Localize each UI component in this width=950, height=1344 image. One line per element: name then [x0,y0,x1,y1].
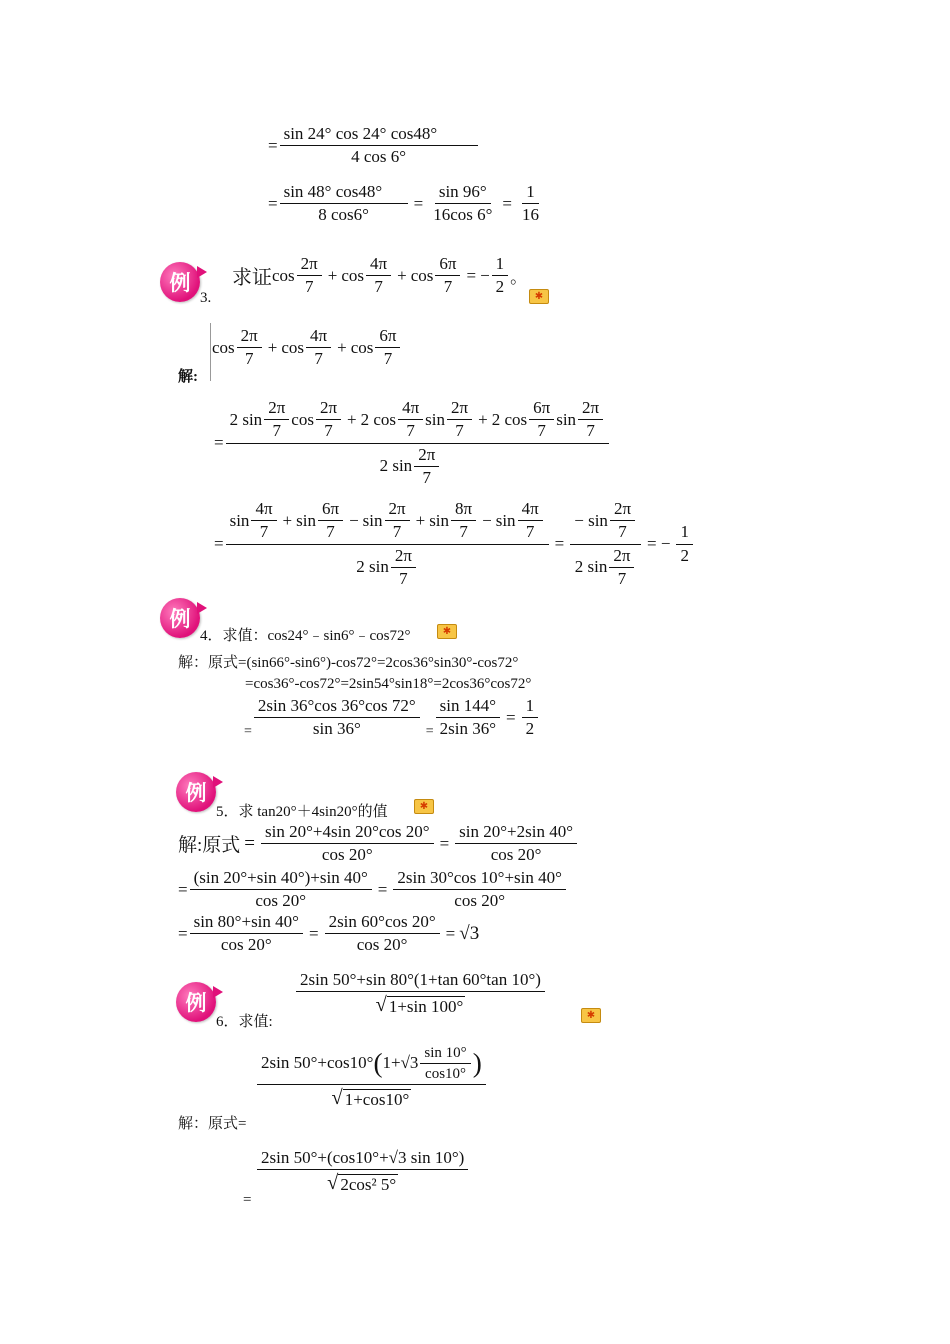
ex6-step-2 [255,1148,470,1196]
term: 2 sin [356,557,389,577]
denominator: cos 20° [356,935,408,955]
cos: cos [341,265,365,285]
plus: + [327,265,338,285]
denominator [323,1170,402,1195]
numerator: sin 10° [420,1044,470,1064]
fraction [257,1044,486,1110]
cos: cos [272,265,295,285]
fraction [251,499,276,543]
equals: = [268,135,278,155]
equals: = [244,832,255,854]
solution-label: 解:原式 [178,835,241,857]
equals: = [244,723,252,739]
denominator: 7 [443,277,453,297]
term: 2 sin [229,409,263,429]
equals: = [502,193,512,213]
ex4-solution-line-2: =cos36°-cos72°=2sin54°sin18°=2cos36°cos72° [245,676,532,692]
equals: = [308,923,319,943]
ex4-prompt: 4．求值：cos24°﹣sin6°﹣cos72° [200,628,411,644]
solution-label: 解: [178,369,198,385]
denominator: 7 [392,522,402,542]
fraction [610,499,635,543]
plus: + [282,510,293,530]
ex5-row-2 [178,868,568,912]
cos: cos [410,265,434,285]
fraction [391,546,416,590]
sin: sin [429,510,450,530]
fraction [609,546,634,590]
fraction [518,499,543,543]
plus: + [415,510,426,530]
numerator: 6π [318,499,343,521]
numerator: sin 20°+4sin 20°cos 20° [261,822,434,844]
cos: cos [281,337,305,357]
solution-label: 解：原式= [178,1116,247,1132]
sqrt [376,993,466,1017]
fraction [306,326,331,370]
numerator: 2π [447,398,472,420]
sin: sin [495,510,516,530]
denominator: 2 [525,719,535,739]
denominator: cos 20° [220,935,272,955]
numerator: 2π [391,546,416,568]
numerator: 6π [435,254,460,276]
fraction [398,398,423,442]
denominator: 7 [399,569,408,589]
fraction [190,912,303,956]
denominator: 7 [525,522,535,542]
cos: cos [291,409,314,429]
radicand: 1+sin 100° [388,997,464,1017]
ex3-statement [232,254,527,298]
fraction [296,970,545,1018]
ex5-row-3 [178,912,479,956]
fraction [264,398,289,442]
example-badge-icon [176,772,216,812]
sin: sin [425,409,445,429]
numerator: 2π [237,326,262,348]
ex5-prompt: 5．求 tan20°＋4sin20°的值 [216,804,388,820]
fraction [375,326,400,370]
minus: − [574,510,584,530]
denominator: 7 [326,522,335,542]
numerator: sin 96° [435,182,491,204]
equals: = [214,534,224,554]
plus: + [267,337,278,357]
denominator: 2 [495,277,505,297]
numerator: 4π [306,326,331,348]
denominator: 7 [586,421,595,441]
denominator: 7 [324,421,333,441]
folder-glyph: ✱ [419,801,429,812]
denominator: 7 [259,522,269,542]
divider [210,323,211,381]
badge-char: 例 [185,781,207,805]
paren-open: ( [373,1047,383,1078]
numerator: 1 [522,696,539,718]
example-badge-icon [160,262,200,302]
fraction [366,254,391,298]
denominator: 7 [383,349,393,369]
equals: = [425,723,434,739]
term: 2sin 50°+cos10° [261,1053,374,1073]
equals-minus: = − [647,534,671,554]
denominator: cos 20° [255,891,307,911]
sin: sin [296,510,316,530]
sin: sin [362,510,383,530]
minus: − [482,510,492,530]
fraction [318,499,343,543]
top-line-2 [268,182,545,226]
sin: sin [556,409,577,429]
example-badge-icon [160,598,200,638]
numerator: 2sin 36°cos 36°cos 72° [254,696,420,718]
ex3-step-1 [214,398,611,489]
numerator: 4π [251,499,276,521]
equals: = [506,707,516,727]
fraction [436,696,500,740]
equals: = [554,534,565,554]
denominator: cos 20° [454,891,505,911]
equals: = [178,879,188,899]
ex4-final [244,696,540,740]
radical-sign: √ [327,1172,339,1195]
fraction [226,499,549,590]
numerator: 2π [610,499,635,521]
folder-icon[interactable] [581,1008,601,1023]
badge-char: 例 [169,271,191,295]
fraction [578,398,603,442]
folder-icon[interactable] [414,799,434,814]
denominator [376,444,446,489]
term: 2 cos [491,409,528,429]
numerator: 2sin 50°+(cos10°+√3 sin 10°) [257,1148,468,1170]
fraction [451,499,476,543]
cos: cos [212,337,235,357]
fraction [325,912,440,956]
fraction [257,1148,468,1196]
fraction [518,182,543,226]
equals: = [413,193,424,213]
period: 。 [510,268,528,288]
denominator: 7 [406,421,415,441]
numerator: 2sin 30°cos 10°+sin 40° [393,868,566,890]
fraction [522,696,539,740]
numerator: 4π [366,254,391,276]
fraction [414,445,439,489]
equals: = [214,433,224,453]
radical-sign: √ [331,1087,343,1109]
numerator: 2π [297,254,322,276]
denominator: 7 [422,468,431,488]
term: 2 cos [360,409,397,429]
numerator: 1 [676,522,693,544]
numerator: sin 80°+sin 40° [190,912,303,934]
numerator [226,398,610,444]
fraction [385,499,410,543]
badge-char: 例 [185,991,207,1015]
numerator: 2π [609,546,634,568]
paren-close: ) [472,1047,482,1078]
minus: − [349,510,359,530]
fraction [447,398,472,442]
numerator: 8π [451,499,476,521]
ex3-lhs [212,326,402,370]
numerator: sin 48° cos48° [280,182,408,204]
denominator: 7 [314,349,323,369]
fraction [297,254,322,298]
denominator: sin 36° [312,719,361,739]
denominator: 7 [617,569,627,589]
radicand: 2cos² 5° [340,1175,397,1195]
equals: = [466,265,477,285]
equals: = [243,1192,252,1208]
fraction [420,1044,470,1083]
denominator [372,992,470,1017]
fraction [676,522,693,566]
numerator: 2π [414,445,439,467]
plus: + [397,265,407,285]
term: 1+√3 [382,1053,419,1073]
sin: sin [229,510,250,530]
equals: = [268,193,278,213]
numerator: 4π [398,398,423,420]
denominator: 7 [537,421,546,441]
example-badge-icon [176,982,216,1022]
folder-icon[interactable] [437,624,457,639]
denominator: 2sin 36° [439,719,497,739]
numerator: 2π [385,499,410,521]
folder-glyph: ✱ [586,1010,596,1021]
fraction [435,254,460,298]
fraction [254,696,420,740]
denominator [352,545,422,590]
fraction [226,398,610,489]
fraction [237,326,262,370]
ex6-prompt: 6．求值: [216,1014,273,1030]
fraction [492,254,509,298]
numerator [570,499,641,545]
fraction [261,822,434,866]
numerator: sin 24° cos 24° cos48° [280,124,478,146]
radical-sign: √ [375,994,387,1017]
fraction [393,868,566,912]
denominator: 4 cos 6° [351,147,407,167]
equals: = [439,833,450,853]
badge-char: 例 [169,607,191,631]
ex4-solution-line-1: 解：原式=(sin66°-sin6°)-cos72°=2cos36°sin30°-cos72° [178,655,519,671]
numerator: 2sin 50°+sin 80°(1+tan 60°tan 10°) [296,970,545,992]
numerator: 4π [518,499,543,521]
radicand: 1+cos10° [344,1090,410,1110]
ex6-question [294,970,547,1018]
fraction [570,499,641,590]
ex6-step-1 [255,1044,488,1110]
fraction [280,182,408,226]
numerator: sin 144° [436,696,500,718]
cos: cos [350,337,374,357]
numerator [226,499,549,545]
denominator: 16 [522,205,539,225]
numerator: sin 20°+2sin 40° [455,822,577,844]
numerator: 2sin 60°cos 20° [325,912,440,934]
fraction [316,398,341,442]
denominator: 7 [304,277,314,297]
denominator: 2 [680,545,689,565]
denominator: 7 [374,277,383,297]
denominator [571,545,641,590]
term: 2 sin [379,456,413,476]
plus: + [337,337,347,357]
plus: + [347,409,357,429]
numerator: 2π [316,398,341,420]
denominator: 7 [244,349,254,369]
numerator: 2π [578,398,603,420]
example-number: 3. [200,290,212,306]
fraction [280,124,478,168]
folder-glyph: ✱ [534,291,544,302]
denominator: 16cos 6° [433,205,493,225]
denominator: 7 [272,421,281,441]
folder-icon[interactable] [529,289,549,304]
numerator: 2π [264,398,289,420]
result: √3 [459,922,480,944]
ex5-row-1 [178,822,579,866]
ex3-step-2 [214,499,695,590]
numerator: 6π [529,398,554,420]
sqrt [332,1086,412,1110]
denominator: 7 [618,522,627,542]
denominator: cos 20° [490,845,542,865]
top-line-1 [268,124,480,168]
numerator: 1 [492,254,509,276]
fraction [455,822,577,866]
denominator: 8 cos6° [318,205,369,225]
equals: = [377,879,388,899]
fraction [429,182,496,226]
term: 2 sin [574,557,608,577]
equals: = [445,923,456,943]
equals: = [178,923,188,943]
folder-glyph: ✱ [442,626,452,637]
numerator: 1 [522,182,539,204]
denominator: cos 20° [321,845,373,865]
denominator: 7 [455,421,464,441]
plus: + [478,409,488,429]
fraction [529,398,554,442]
numerator [257,1044,486,1085]
numerator: 6π [375,326,400,348]
minus: − [480,265,490,285]
sin: sin [588,510,608,530]
denominator: cos10° [425,1066,467,1082]
denominator [328,1085,416,1110]
numerator: (sin 20°+sin 40°)+sin 40° [190,868,372,890]
prove-label: 求证 [232,267,272,290]
fraction [190,868,372,912]
sqrt [327,1171,398,1195]
denominator: 7 [459,522,468,542]
